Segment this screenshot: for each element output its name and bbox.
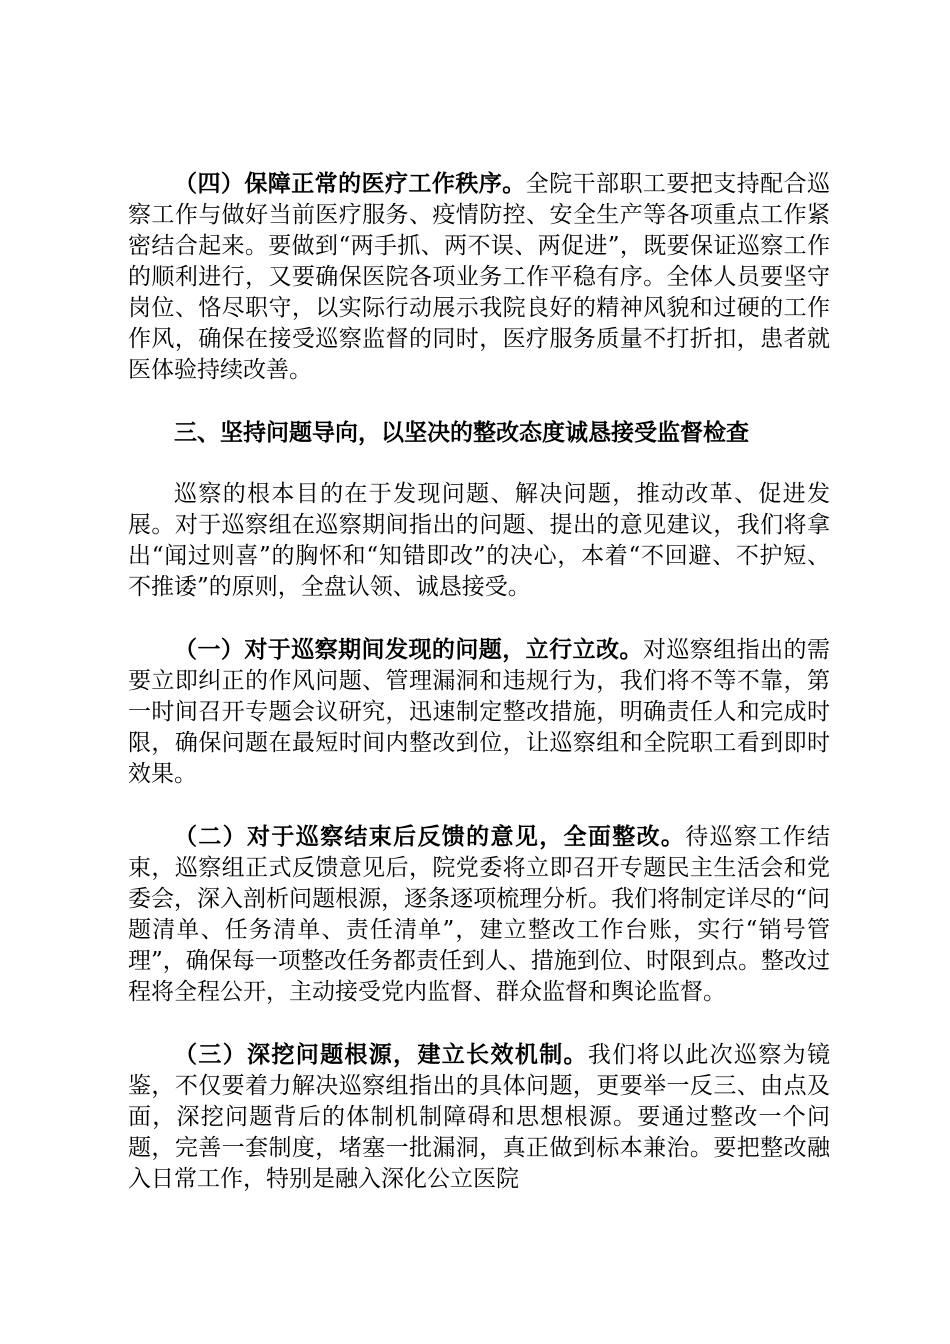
- paragraph-lead: （二）对于巡察结束后反馈的意见，全面整改。: [174, 823, 686, 850]
- paragraph-lead: （四）保障正常的医疗工作秩序。: [174, 170, 526, 197]
- section-heading: 三、坚持问题导向，以坚决的整改态度诚恳接受监督检查: [174, 419, 749, 446]
- paragraph-body: 我们将以此次巡察为镜鉴，不仅要着力解决巡察组指出的具体问题，更要举一反三、由点及面，深挖问题背后的体制机制障碍和思想根源。要通过整改一个问题，完善一套制度，堵塞一批漏洞，真正做到标本兼治。要把整改融入日常工作，特别是融入深化公立医院: [128, 1042, 831, 1192]
- paragraph-intro: 巡察的根本目的在于发现问题、解决问题，推动改革、促进发展。对于巡察组在巡察期间指出的问题、提出的意见建议，我们将拿出“闻过则喜”的胸怀和“知错即改”的决心，本着“不回避、不护短、不推诿”的原则，全盘认领、诚恳接受。: [128, 481, 830, 600]
- paragraph-lead: （三）深挖问题根源，建立长效机制。: [174, 1041, 588, 1068]
- paragraph-immediate-rectify: [128, 634, 830, 790]
- paragraph-ensure-order: [128, 168, 830, 386]
- paragraph-root-causes: [128, 1039, 830, 1195]
- document-page: [128, 168, 830, 1195]
- paragraph-body: 对巡察组指出的需要立即纠正的作风问题、管理漏洞和违规行为，我们将不等不靠，第一时间召开专题会议研究，迅速制定整改措施，明确责任人和完成时限，确保问题在最短时间内整改到位，让巡察组和全院职工看到即时效果。: [128, 637, 831, 787]
- paragraph-full-rectify: [128, 821, 830, 1008]
- paragraph-body: 全院干部职工要把支持配合巡察工作与做好当前医疗服务、疫情防控、安全生产等各项重点工作紧密结合起来。要做到“两手抓、两不误、两促进”，既要保证巡察工作的顺利进行，又要确保医院各项业务工作平稳有序。全体人员要坚守岗位、恪尽职守，以实际行动展示我院良好的精神风貌和过硬的工作作风，确保在接受巡察监督的同时，医疗服务质量不打折扣，患者就医体验持续改善。: [128, 171, 831, 383]
- paragraph-lead: （一）对于巡察期间发现的问题，立行立改。: [174, 636, 643, 663]
- paragraph-body: 待巡察工作结束，巡察组正式反馈意见后，院党委将立即召开专题民主生活会和党委会，深入剖析问题根源，逐条逐项梳理分析。我们将制定详尽的“问题清单、任务清单、责任清单”，建立整改工作台账，实行“销号管理”，确保每一项整改任务都责任到人、措施到位、时限到点。整改过程将全程公开，主动接受党内监督、群众监督和舆论监督。: [128, 824, 831, 1005]
